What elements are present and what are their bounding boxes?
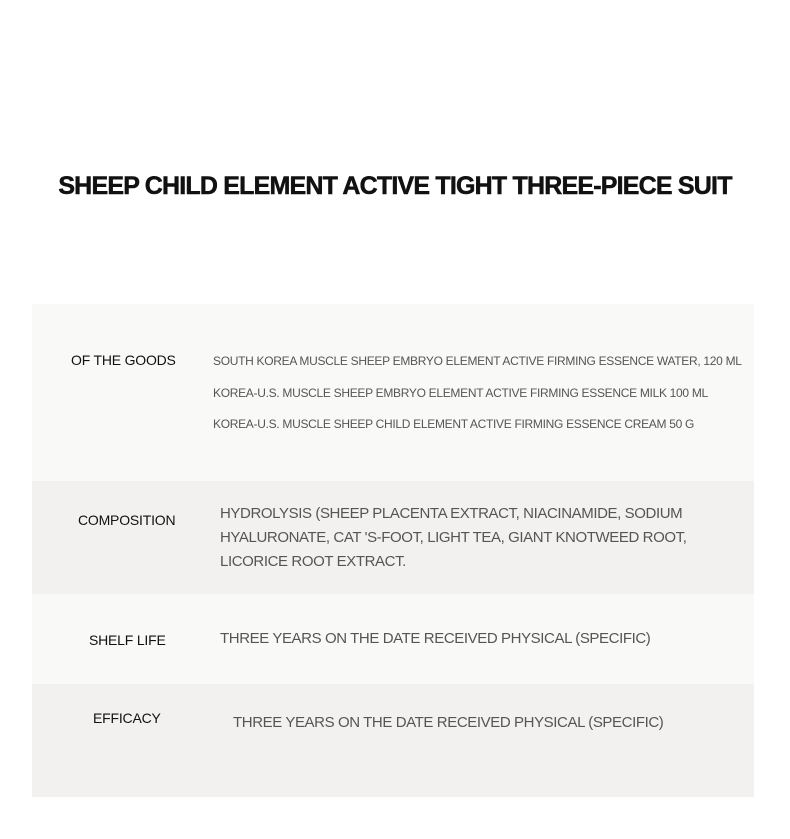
composition-line: HYDROLYSIS (SHEEP PLACENTA EXTRACT, NIACINAMIDE, SODIUM [220,505,683,522]
row-goods [32,304,754,481]
goods-item: SOUTH KOREA MUSCLE SHEEP EMBRYO ELEMENT ACTIVE FIRMING ESSENCE WATER, 120 ML [213,354,742,368]
label-shelf-life: SHELF LIFE [89,632,166,648]
composition-line: HYALURONATE, CAT 'S-FOOT, LIGHT TEA, GIANT KNOTWEED ROOT, [220,529,687,546]
composition-line: LICORICE ROOT EXTRACT. [220,553,406,570]
label-goods: OF THE GOODS [71,352,176,368]
efficacy-value: THREE YEARS ON THE DATE RECEIVED PHYSICAL (SPECIFIC) [233,714,664,731]
row-shelf-life [32,594,754,684]
row-efficacy [32,684,754,797]
label-composition: COMPOSITION [78,512,176,528]
shelf-life-value: THREE YEARS ON THE DATE RECEIVED PHYSICAL (SPECIFIC) [220,630,651,647]
goods-item: KOREA-U.S. MUSCLE SHEEP CHILD ELEMENT ACTIVE FIRMING ESSENCE CREAM 50 G [213,417,695,431]
page-title: SHEEP CHILD ELEMENT ACTIVE TIGHT THREE-PIECE SUIT [58,172,732,200]
composition-value [220,502,687,574]
row-composition [32,481,754,594]
goods-item: KOREA-U.S. MUSCLE SHEEP EMBRYO ELEMENT ACTIVE FIRMING ESSENCE MILK 100 ML [213,386,708,400]
label-efficacy: EFFICACY [93,710,161,726]
